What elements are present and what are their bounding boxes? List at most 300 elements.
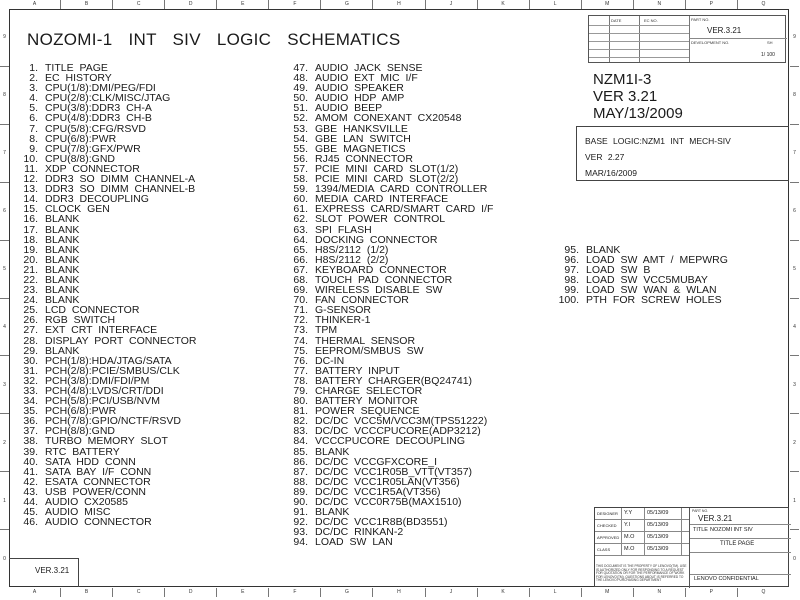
ruler-label: 4 [790,299,799,357]
index-title: BATTERY CHARGER(BQ24741) [315,374,473,387]
index-list-right [557,245,728,306]
index-title: AUDIO HDP AMP [315,92,405,105]
index-title: H8S/2112 (1/2) [315,243,389,256]
index-item [16,245,196,255]
approval-name: M.O [622,544,645,555]
index-title: SLOT POWER CONTROL [315,213,446,226]
base-logic-line: BASE LOGIC:NZM1 INT MECH-SIV [585,136,731,146]
index-title: EEPROM/SMBUS SW [315,344,424,357]
index-item [16,235,196,245]
model-info [593,71,683,122]
index-title: DDR3 SO DIMM CHANNEL-A [45,173,196,186]
index-title: SATA BAY I/F CONN [45,465,152,478]
index-title: PTH FOR SCREW HOLES [586,294,722,307]
index-number: 1. [29,62,38,74]
index-title: THINKER-1 [315,314,371,327]
ruler-label: G [321,0,373,9]
index-item [16,204,196,214]
index-number: 80. [293,395,308,408]
index-title: DC/DC VCC1R5A(VT356) [315,485,441,498]
index-title: CHARGE SELECTOR [315,385,423,397]
index-title: MEDIA CARD INTERFACE [315,193,449,206]
index-title: WIRELESS DISABLE SW [315,284,443,297]
index-number: 99. [564,284,579,297]
index-title: BLANK [45,294,80,307]
index-title: BLANK [45,263,80,276]
index-number: 57. [293,162,308,175]
ruler-label: 1 [790,472,799,530]
index-number: 91. [293,506,308,519]
approval-role: DESIGNER [595,508,622,519]
model-version: VER 3.21 [593,88,658,105]
index-number: 35. [23,405,38,418]
approval-date: 05/13/09 [645,520,682,531]
index-title: PCH(8/8):GND [45,425,116,438]
index-number: 83. [293,425,308,438]
approval-name: Y.Y [622,508,645,519]
index-number: 90. [293,496,308,509]
ruler-label: G [321,588,373,597]
ruler-label: 0 [3,555,6,562]
approval-name: M.O [622,532,645,543]
index-number: 60. [293,193,308,206]
rev-ec-label: EC NO. [644,18,658,23]
rev-dev-label: DEVELOPMENT NO. [691,40,730,45]
ruler-top [9,0,789,9]
index-title: DC/DC VCC1R05B_VTT(VT357) [315,465,473,478]
ruler-label: 3 [790,356,799,414]
index-title: BLANK [45,344,80,357]
index-number: 24. [23,294,38,307]
ruler-label: N [634,588,686,597]
index-list-middle [286,63,493,548]
ruler-label: 1 [0,472,9,530]
index-number: 41. [23,465,38,478]
index-number: 65. [293,243,308,256]
index-title: BLANK [45,273,80,286]
index-number: 68. [293,273,308,286]
index-item [16,265,196,275]
ruler-label: 0 [793,555,796,562]
index-title: BLANK [45,284,80,297]
index-number: 39. [23,445,38,458]
index-title: CPU(3/8):DDR3 CH-A [45,102,152,115]
tb-title-value: NOZOMI INT SIV [710,527,753,533]
index-number: 40. [23,455,38,468]
model-date: MAY/13/2009 [593,105,683,122]
index-title: AUDIO CX20585 [45,496,128,509]
rev-part-label: PART NO. [691,17,710,22]
index-number: 82. [293,415,308,428]
index-number: 6. [29,112,38,125]
index-title: SPI FLASH [315,223,372,236]
index-number: 73. [293,324,308,337]
index-title: BLANK [315,506,350,519]
index-number: 23. [23,284,38,297]
approval-date: 05/13/09 [645,508,682,519]
ruler-label: H [373,0,425,9]
index-number: 29. [23,344,38,357]
index-number: 17. [23,223,38,236]
index-title: AUDIO BEEP [315,102,383,115]
index-number: 51. [293,102,308,115]
index-number: 46. [23,516,38,529]
ruler-label: P [686,588,738,597]
index-number: 21. [23,263,38,276]
index-number: 86. [293,455,308,468]
ruler-label: 7 [790,125,799,183]
index-number: 37. [23,425,38,438]
index-number: 67. [293,263,308,276]
index-title: BLANK [586,244,621,256]
ruler-label: L [530,588,582,597]
index-title: XDP CONNECTOR [45,162,140,175]
index-number: 36. [23,415,38,428]
tb-page-title: TITLE PAGE [720,541,755,547]
title-block [594,507,789,587]
bottom-version: VER.3.21 [9,558,79,587]
approval-date: 05/13/09 [645,532,682,543]
index-number: 13. [23,183,38,196]
index-title: CLOCK GEN [45,203,110,216]
ruler-label: 6 [790,183,799,241]
index-title: TURBO MEMORY SLOT [45,435,168,448]
index-number: 33. [23,385,38,397]
index-item [16,255,196,265]
index-title: DC/DC VCC1R8B(BD3551) [315,516,448,529]
ruler-right [790,9,799,587]
index-item [286,537,493,547]
approval-role: APPROVED [595,532,622,543]
index-title: DOCKING CONNECTOR [315,233,438,246]
index-number: 63. [293,223,308,236]
ruler-label: E [217,588,269,597]
title-block-right [689,508,791,588]
ruler-left [0,9,9,587]
rev-date-label: DATE [611,18,622,23]
ruler-label: E [217,0,269,9]
index-number: 10. [23,152,38,165]
approval-name: Y.I [622,520,645,531]
index-title: DC/DC VCC1R05LAN(VT356) [315,475,460,488]
index-title: CPU(5/8):CFG/RSVD [45,122,146,135]
ruler-label: 9 [0,9,9,67]
index-title: DC/DC RINKAN-2 [315,526,404,539]
index-title: AUDIO EXT MIC I/F [315,72,418,85]
ruler-label: Q [761,1,766,7]
ruler-label: K [478,588,530,597]
index-title: DDR3 SO DIMM CHANNEL-B [45,183,196,196]
index-title: DC/DC VCC0R75B(MAX1510) [315,496,462,509]
index-title: BATTERY MONITOR [315,395,418,408]
index-number: 53. [293,122,308,135]
index-title: EXT CRT INTERFACE [45,324,158,337]
index-number: 62. [293,213,308,226]
index-title: KEYBOARD CONNECTOR [315,263,447,276]
index-title: LCD CONNECTOR [45,304,140,317]
index-title: PCH(1/8):HDA/JTAG/SATA [45,354,172,367]
index-number: 2. [29,72,38,85]
ruler-label: 5 [790,241,799,299]
index-number: 7. [29,122,38,135]
base-logic-date: MAR/16/2009 [585,168,637,178]
index-title: PCIE MINI CARD SLOT(1/2) [315,162,459,175]
index-title: LOAD SW LAN [315,536,393,549]
page-title: NOZOMI-1 INT SIV LOGIC SCHEMATICS [27,30,401,49]
index-title: TPM [315,324,338,337]
index-number: 81. [293,405,308,418]
index-title: DC/DC VCCCPUCORE(ADP3212) [315,425,481,438]
index-number: 11. [24,162,38,175]
index-title: POWER SEQUENCE [315,405,420,418]
index-number: 27. [23,324,38,337]
ruler-label: 2 [790,414,799,472]
index-number: 56. [293,152,308,165]
index-title: AUDIO CONNECTOR [45,516,152,529]
index-number: 64. [293,233,308,246]
index-title: AMOM CONEXANT CX20548 [315,112,462,125]
index-title: DC/DC VCC5M/VCC3M(TPS51222) [315,415,488,428]
index-number: 28. [23,334,38,347]
index-number: 34. [23,395,38,408]
index-number: 70. [293,294,308,307]
index-number: 31. [23,364,38,377]
ruler-label: L [530,0,582,9]
index-title: RTC BATTERY [45,445,120,458]
index-number: 38. [23,435,38,448]
approval-row [595,544,689,556]
index-title: BLANK [45,213,80,226]
index-number: 97. [564,264,579,277]
index-title: EXPRESS CARD/SMART CARD I/F [315,203,494,216]
index-number: 15. [23,203,38,216]
index-title: AUDIO JACK SENSE [315,62,423,74]
index-number: 20. [23,253,38,266]
index-number: 84. [293,435,308,448]
index-number: 43. [23,485,38,498]
ruler-bottom [9,588,789,597]
index-title: DDR3 DECOUPLING [45,193,149,206]
index-title: USB POWER/CONN [45,485,147,498]
index-number: 71. [293,304,308,317]
index-number: 87. [293,465,308,478]
index-number: 69. [293,284,308,297]
index-title: DISPLAY PORT CONNECTOR [45,334,197,347]
ruler-label: F [269,588,321,597]
index-number: 8. [29,132,38,145]
index-title: GBE HANKSVILLE [315,122,408,135]
index-title: BLANK [45,243,80,256]
index-number: 30. [23,354,38,367]
index-title: FAN CONNECTOR [315,294,409,307]
index-title: PCH(5/8):PCI/USB/NVM [45,395,160,408]
index-number: 48. [293,72,308,85]
index-item [557,295,728,305]
ruler-label: H [373,588,425,597]
ruler-label: M [582,588,634,597]
ruler-label: J [426,0,478,9]
index-title: BATTERY INPUT [315,364,400,377]
ruler-label: D [165,0,217,9]
index-title: CPU(6/8):PWR [45,132,117,145]
index-number: 19. [23,243,38,256]
index-number: 25. [23,304,38,317]
ruler-label: 5 [0,241,9,299]
index-number: 66. [293,253,308,266]
index-item [16,275,196,285]
index-number: 78. [293,374,308,387]
index-list-left [16,63,196,527]
index-number: 42. [23,475,38,488]
index-title: PCH(7/8):GPIO/NCTF/RSVD [45,415,181,428]
index-number: 45. [23,506,38,519]
ruler-label: 9 [790,9,799,67]
index-number: 16. [23,213,38,226]
index-item [16,336,196,346]
index-number: 85. [293,445,308,458]
index-title: BLANK [45,233,80,246]
ruler-label: 3 [0,356,9,414]
index-title: H8S/2112 (2/2) [315,253,389,266]
approval-row [595,508,689,520]
ruler-label: Q [761,589,766,595]
index-item [16,285,196,295]
index-number: 47. [293,62,308,74]
index-number: 59. [293,183,308,196]
index-number: 9. [29,142,38,155]
index-title: LOAD SW AMT / MEPWRG [586,254,728,267]
index-item [16,517,196,527]
rev-version: VER.3.21 [707,26,742,35]
index-number: 5. [29,102,38,115]
index-number: 50. [293,92,308,105]
index-title: TITLE PAGE [45,62,108,74]
ruler-label: A [9,588,61,597]
index-number: 55. [293,142,308,155]
ruler-label: M [582,0,634,9]
index-number: 98. [564,274,579,287]
index-number: 52. [293,112,308,125]
index-number: 22. [23,273,38,286]
index-title: DC/DC VCCGFXCORE_I [315,455,438,468]
index-number: 94. [293,536,308,549]
ruler-label: B [61,0,113,9]
approval-row [595,532,689,544]
index-number: 61. [293,203,308,216]
approval-date: 05/13/09 [645,544,682,555]
revision-box [588,15,786,63]
index-number: 88. [293,475,308,488]
index-number: 96. [564,254,579,267]
index-title: PCH(6/8):PWR [45,405,117,418]
index-number: 12. [23,173,38,186]
tb-version: VER.3.21 [698,514,733,523]
base-logic-box [576,126,789,181]
ruler-label: D [165,588,217,597]
index-number: 54. [293,132,308,145]
index-number: 14. [23,193,38,206]
tb-title-label: TITLE [693,527,708,533]
ruler-label: 7 [0,125,9,183]
ruler-label: 6 [0,183,9,241]
index-item [16,214,196,224]
index-number: 77. [293,364,308,377]
approval-role: CHECKED [595,520,622,531]
ruler-label: 8 [790,67,799,125]
ruler-label: 2 [0,414,9,472]
approval-grid [595,508,689,556]
rev-sheet-number: 1/ 100 [761,52,775,58]
index-number: 44. [23,496,38,509]
index-number: 4. [29,92,38,105]
index-number: 32. [23,374,38,387]
approval-role: CLASS [595,544,622,555]
index-title: GBE MAGNETICS [315,142,406,155]
index-item [286,214,493,224]
index-number: 26. [23,314,38,327]
index-title: BLANK [315,445,350,458]
index-title: 1394/MEDIA CARD CONTROLLER [315,183,488,196]
index-title: SATA HDD CONN [45,455,136,468]
index-title: LOAD SW VCC5MUBAY [586,274,708,287]
index-item [16,225,196,235]
ruler-label: F [269,0,321,9]
model-name: NZM1I-3 [593,71,652,88]
index-title: BLANK [45,223,80,236]
ruler-label: 8 [0,67,9,125]
index-number: 89. [293,485,308,498]
index-title: CPU(2/8):CLK/MISC/JTAG [45,92,171,105]
ruler-label: C [113,0,165,9]
index-number: 93. [293,526,308,539]
ruler-label: K [478,0,530,9]
index-title: ESATA CONNECTOR [45,475,151,488]
index-title: PCH(4/8):LVDS/CRT/DDI [45,385,164,397]
index-number: 79. [293,385,308,397]
index-number: 18. [23,233,38,246]
index-number: 95. [564,244,579,256]
index-title: DC-IN [315,354,345,367]
ruler-label: P [686,0,738,9]
tb-confidential: LENOVO CONFIDENTIAL [694,576,759,582]
index-number: 72. [293,314,308,327]
index-number: 92. [293,516,308,529]
index-title: CPU(8/8):GND [45,152,116,165]
index-title: LOAD SW B [586,264,651,277]
index-number: 100. [558,294,579,307]
rev-sh-label: SH [767,40,773,45]
index-title: PCIE MINI CARD SLOT(2/2) [315,173,459,186]
index-title: AUDIO SPEAKER [315,82,404,95]
ruler-label: J [426,588,478,597]
index-number: 75. [293,344,308,357]
index-number: 58. [293,173,308,186]
ruler-label: A [9,0,61,9]
index-title: CPU(7/8):GFX/PWR [45,142,141,155]
index-number: 49. [293,82,308,95]
index-title: GBE LAN SWITCH [315,132,411,145]
index-title: EC HISTORY [45,72,112,85]
ruler-label: B [61,588,113,597]
index-title: PCH(2/8):PCIE/SMBUS/CLK [45,364,180,377]
index-title: BLANK [45,253,80,266]
ruler-label: C [113,588,165,597]
base-logic-version: VER 2.27 [585,152,625,162]
ruler-label: N [634,0,686,9]
index-title: TOUCH PAD CONNECTOR [315,273,453,286]
index-number: 76. [293,354,308,367]
index-title: THERMAL SENSOR [315,334,416,347]
